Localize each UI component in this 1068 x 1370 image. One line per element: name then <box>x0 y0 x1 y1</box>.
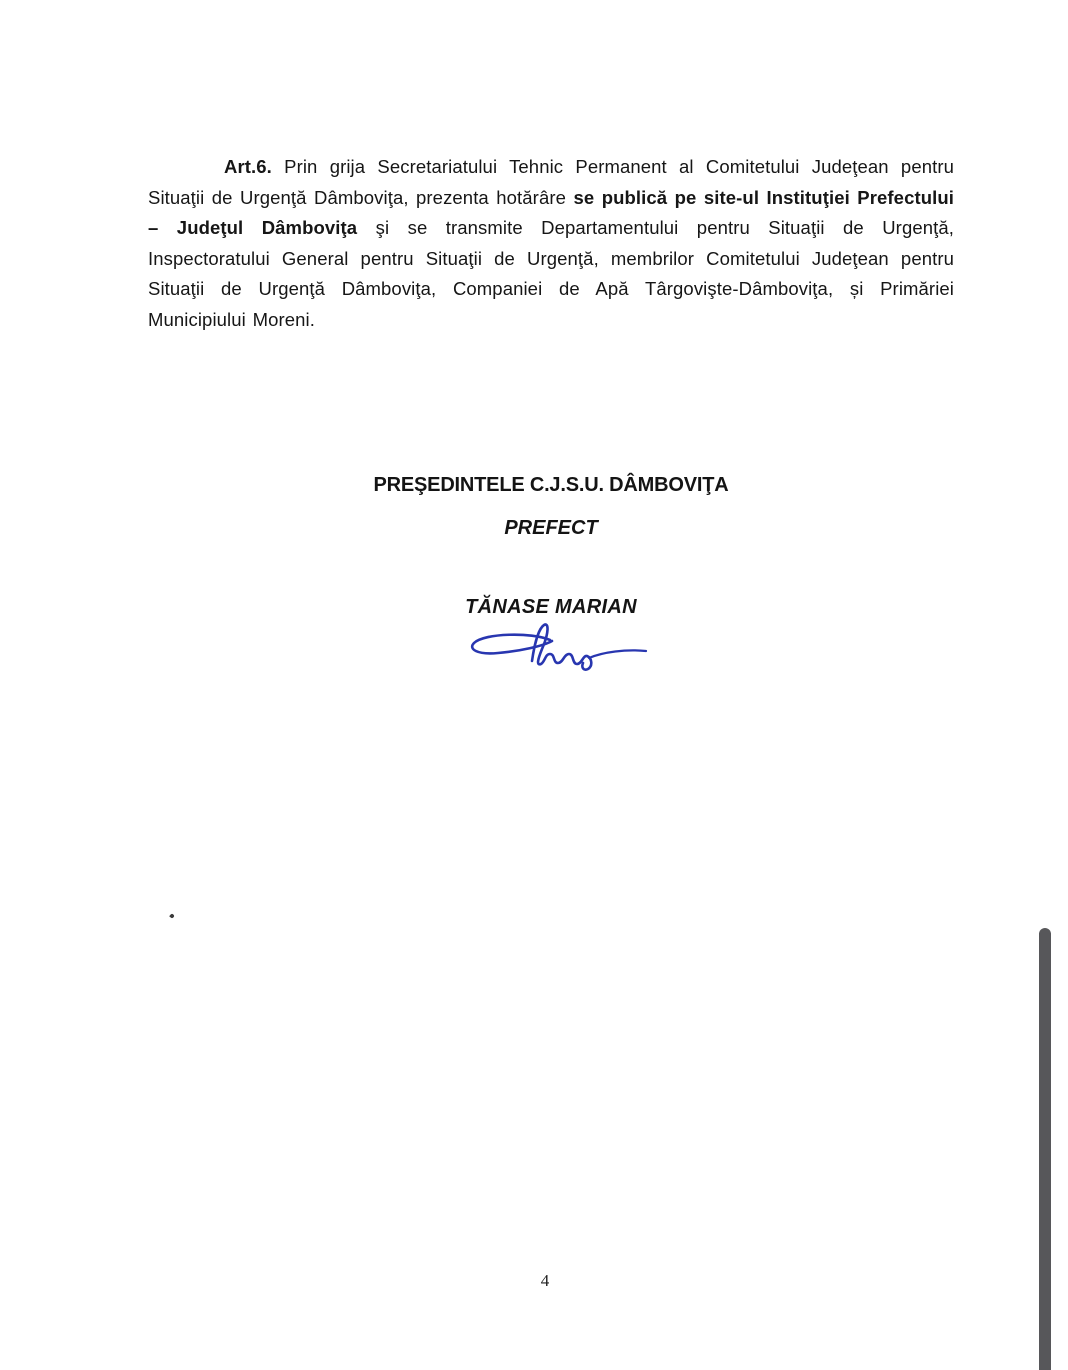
article-text-regular-2: şi se transmite Departamentului pentru Situaţii de Urgenţă, Inspectoratului General pentru Situaţii de Urgenţă, membrilor Comitetului Judeţean pentru Situaţii de Urgenţă Dâmboviţa, Companiei de Apă Târgovişte-Dâmboviţa, și Primăriei Municipiului Moreni. <box>148 217 954 330</box>
scan-artifact-bar <box>1039 928 1051 1370</box>
signatory-name: TĂNASE MARIAN <box>465 596 637 618</box>
signatory-role: PREFECT <box>504 517 598 539</box>
article-text-bold: se publică pe site-ul Instituţiei Prefectului – Judeţul Dâmboviţa <box>148 186 955 239</box>
article-label: Art.6. <box>224 156 272 177</box>
signatory-title: PREŞEDINTELE C.J.S.U. DÂMBOVIŢA <box>373 474 729 496</box>
article-6-paragraph <box>148 152 954 336</box>
signature-letters <box>532 625 591 670</box>
signature-tail <box>589 650 646 658</box>
scan-speck-icon <box>169 913 175 919</box>
page-number: 4 <box>540 1271 550 1290</box>
article-text-regular-1: Prin grija Secretariatului Tehnic Permanent al Comitetului Judeţean pentru Situaţii de Urgenţă Dâmboviţa, prezenta hotărâre <box>148 156 954 208</box>
handwritten-signature <box>468 620 650 674</box>
